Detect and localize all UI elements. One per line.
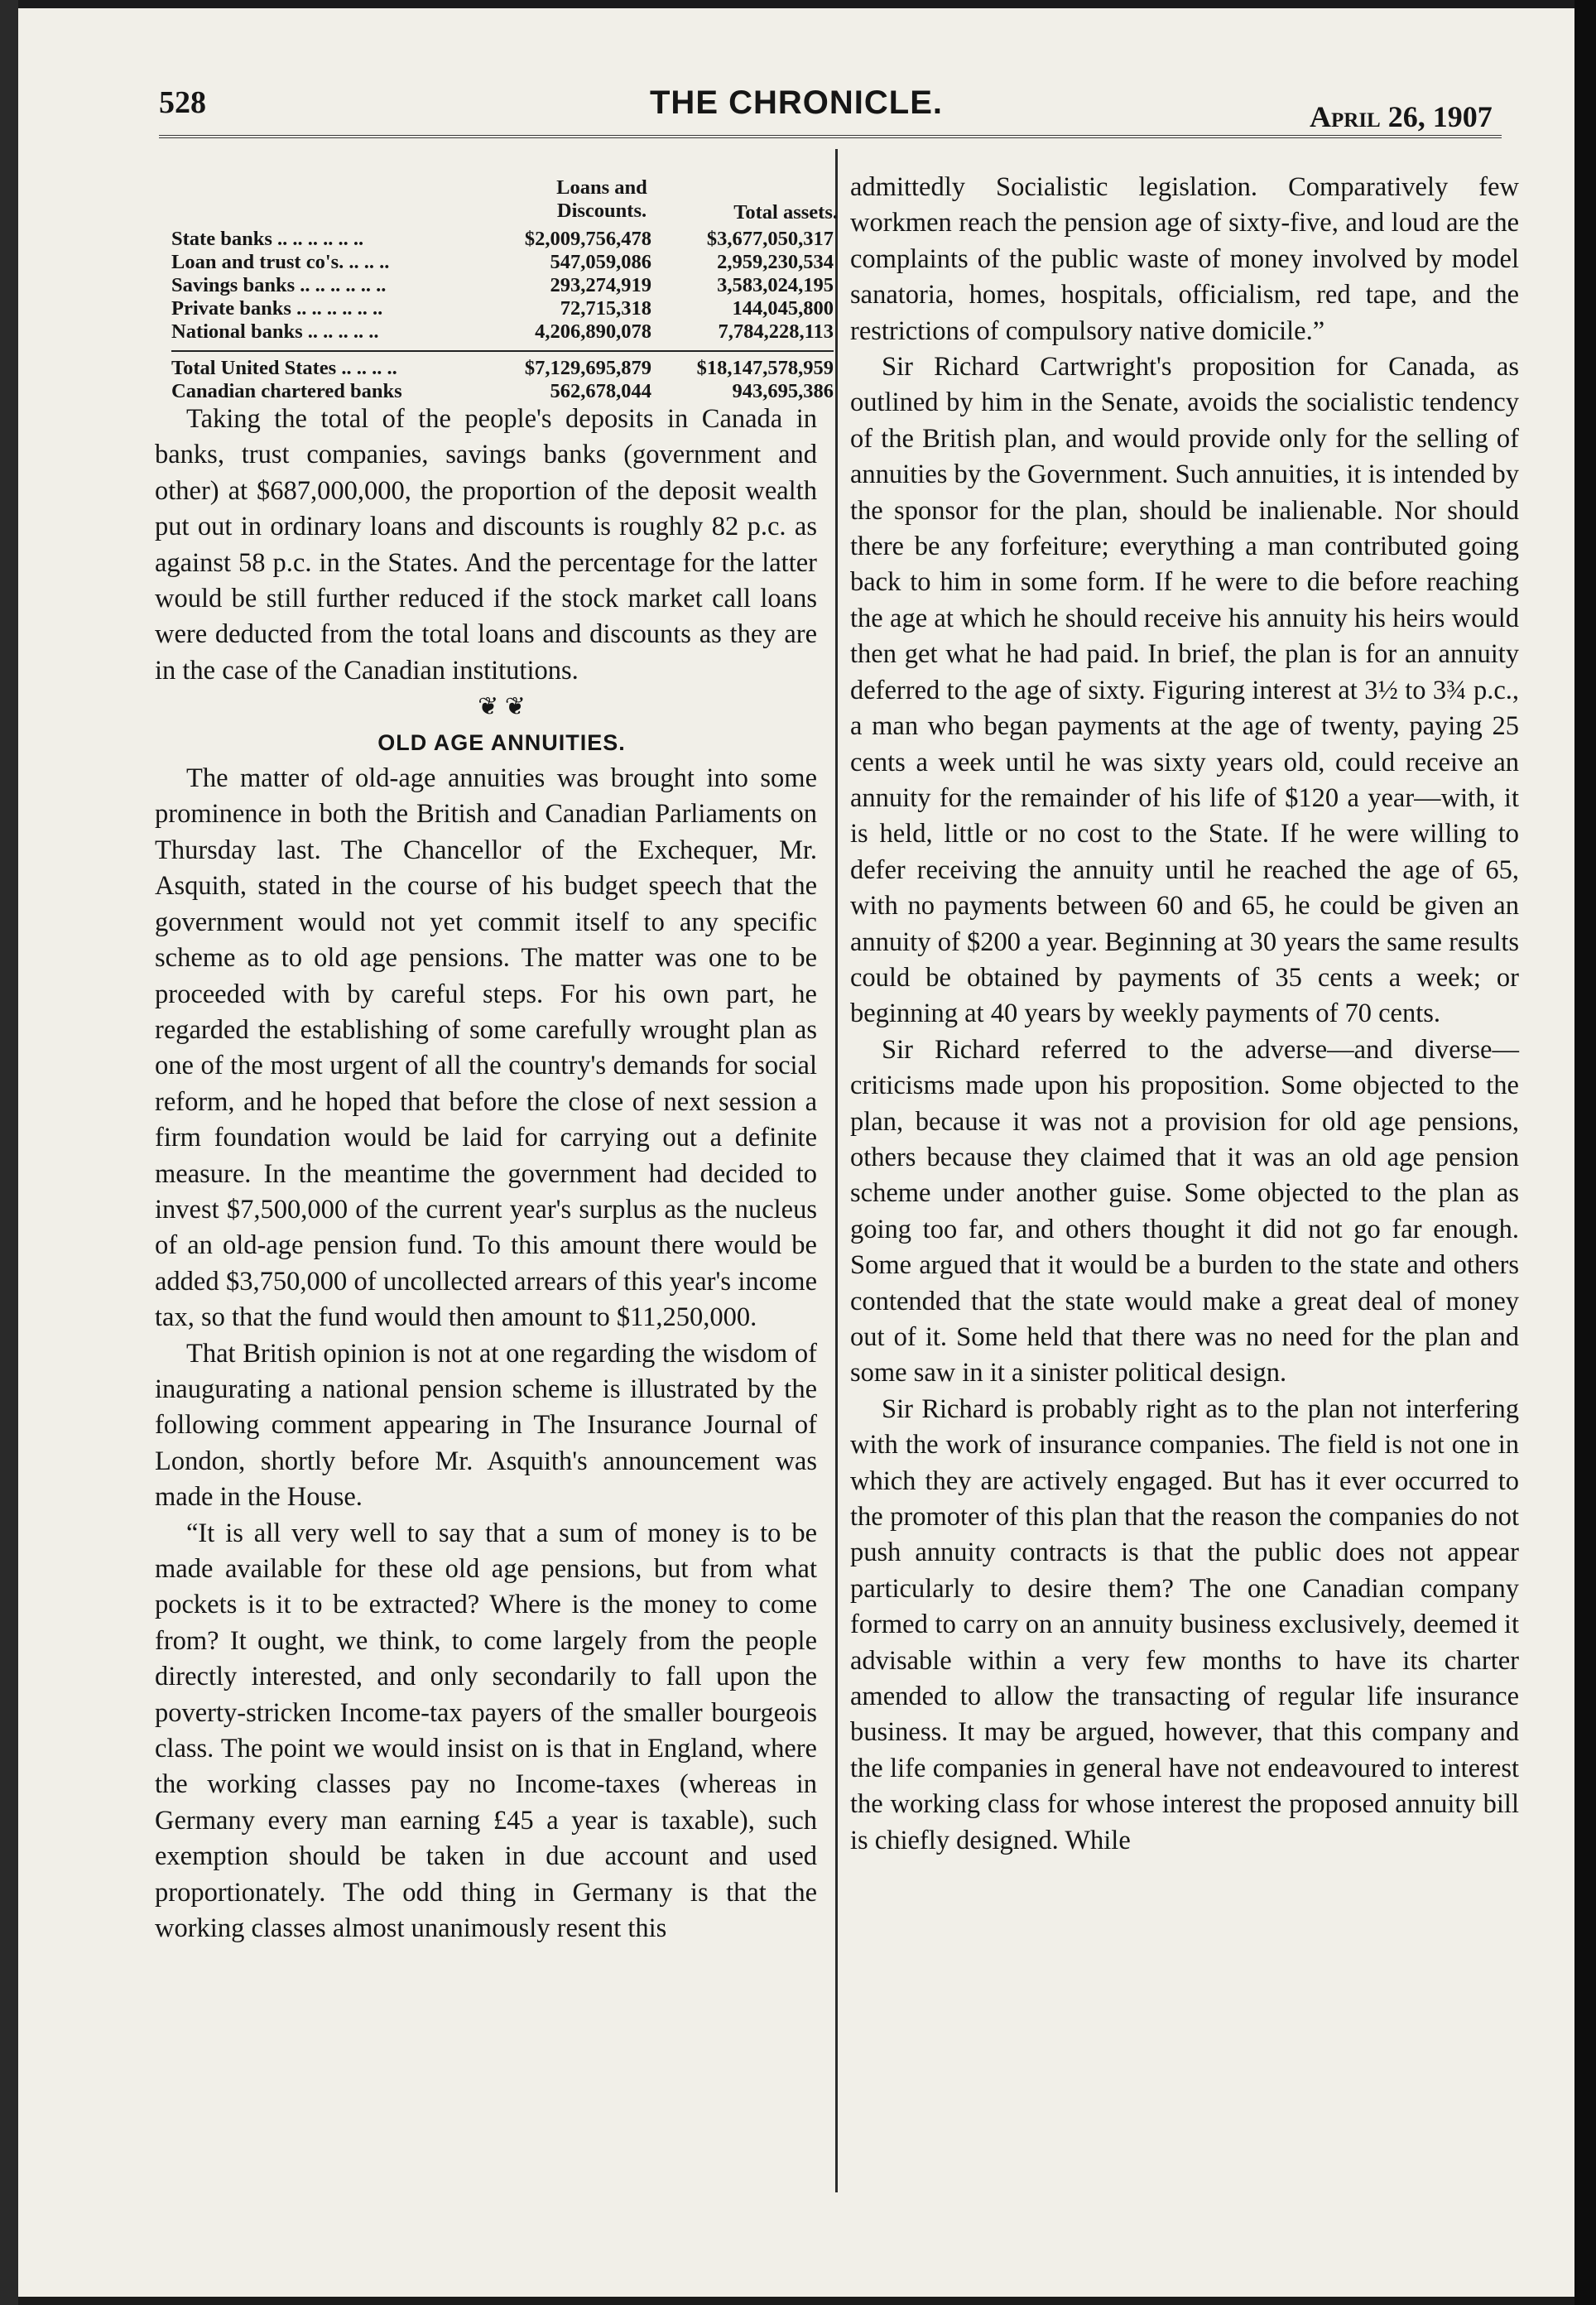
- column-divider: [835, 149, 838, 2192]
- table-row: [171, 228, 834, 251]
- left-column: [155, 402, 817, 1946]
- article-paragraph: The matter of old-age annuities was brought into some prominence in both the British and Canadian Parliaments on Thursday last. The Chancellor of the Exchequer, Mr. Asquith, stated in the course of his budget speech that the government would not yet commit itself to any specific scheme as to old age pensions. The matter was one to be proceeded with by careful steps. For his own part, he regarded the establishing of some carefully wrought plan as one of the most urgent of all the country's demands for social reform, and he hoped that before the close of next session a firm foundation would be laid for carrying out a definite measure. In the meantime the government had decided to invest $7,500,000 of the current year's surplus as the nucleus of an old-age pension fund. To this amount there would be added $3,750,000 of uncollected arrears of this year's income tax, so that the fund would then amount to $11,250,000.: [155, 763, 817, 1333]
- header-rule: [159, 135, 1502, 138]
- ornament-icon: ❦ ❦: [478, 693, 526, 721]
- row-label: State banks .. .. .. .. .. ..: [171, 228, 364, 250]
- table-row: [171, 251, 834, 274]
- loans-value: 293,274,919: [550, 274, 651, 296]
- loans-value: 72,715,318: [560, 297, 651, 320]
- assets-value: 144,045,800: [732, 297, 834, 320]
- assets-value: 2,959,230,534: [717, 251, 834, 273]
- newspaper-page: [18, 8, 1574, 2297]
- article-paragraph: Sir Richard Cartwright's proposition for Canada, as outlined by him in the Senate, avoids the socialistic tendency of the British plan, and would provide only for the selling of annuities by the Government. Such annuities, it is intended by the sponsor for the plan, should be inalienable. Nor should there be any forfeiture; everything a man contributed going back to him in some form. If he were to die before reaching the age at which he should receive his annuity his heirs would then get what he had paid. In brief, the plan is for an annuity deferred to the age of sixty. Figuring interest at 3½ to 3¾ p.c., a man who began payments at the age of twenty, paying 25 cents a week until he was sixty years old, could receive an annuity for the remainder of his life of $120 a year—with, it is held, little or no cost to the State. If he were willing to defer receiving the annuity until he reached the age of 65, with no payments between 60 and 65, he could be given an annuity of $200 a year. Beginning at 30 years the same results could be obtained by payments of 35 cents a week; or beginning at 40 years by weekly payments of 70 cents.: [850, 352, 1519, 1029]
- publication-title: THE CHRONICLE.: [650, 84, 943, 121]
- row-label: Private banks .. .. .. .. .. ..: [171, 297, 383, 320]
- loans-value: $7,129,695,879: [524, 357, 651, 379]
- row-label: National banks .. .. .. .. ..: [171, 320, 379, 343]
- table-row: [171, 297, 834, 320]
- row-label: Savings banks .. .. .. .. .. ..: [171, 274, 387, 296]
- loans-value: 562,678,044: [550, 380, 651, 402]
- article-paragraph: Sir Richard referred to the adverse—and diverse—criticisms made upon his proposition. Some objected to the plan, because it was not a provision for old age pensions, others because they claimed that it was an old age pension scheme under another guise. Some objected to the plan as going too far, and others thought it did not go far enough. Some argued that it would be a burden to the state and others contended that the state would make a great deal of money out of it. Some held that there was no need for the plan and some saw in it a sinister political design.: [850, 1034, 1519, 1388]
- assets-value: 3,583,024,195: [717, 274, 834, 296]
- right-column: [850, 170, 1519, 1859]
- scan-edge-right: [1574, 0, 1596, 2305]
- article-paragraph: That British opinion is not at one regarding the wisdom of inaugurating a national pension scheme is illustrated by the following comment appearing in The Insurance Journal of London, shortly before Mr. Asquith's announcement was made in the House.: [155, 1338, 817, 1513]
- assets-value: 943,695,386: [732, 380, 834, 402]
- assets-value: 7,784,228,113: [718, 320, 834, 343]
- table-row: [171, 320, 834, 344]
- table-rule: [171, 350, 834, 352]
- article-heading: OLD AGE ANNUITIES.: [377, 729, 626, 755]
- table-total-row: [171, 357, 834, 380]
- table-row: [171, 274, 834, 297]
- article-paragraph: Sir Richard is probably right as to the plan not interfering with the work of insurance companies. The field is not one in which they are actively engaged. But has it ever occurred to the promoter of this plan that the reason the companies do not push annuity contracts is that the public does not appear particularly to desire them? The one Canadian company formed to carry on an annuity business exclusively, deemed it advisable within a very few months to have its charter amended to allow the transacting of regular life insurance business. It may be argued, however, that this company and the life companies in general have not endeavoured to interest the working class for whose interest the proposed annuity bill is chiefly designed. While: [850, 1393, 1519, 1855]
- loans-value: 547,059,086: [550, 251, 651, 273]
- row-label: Loan and trust co's. .. .. ..: [171, 251, 390, 273]
- loans-value: 4,206,890,078: [535, 320, 651, 343]
- issue-date: April 26, 1907: [1310, 100, 1493, 133]
- bank-statistics-table: [171, 176, 838, 403]
- quote-continuation: admittedly Socialistic legislation. Comparatively few workmen reach the pension age of sixty-five, and loud are the complaints of the public waste of money involved by model sanatoria, homes, hospitals, officialism, red tape, and the restrictions of compulsory native domicile.”: [850, 172, 1519, 346]
- page-number: 528: [159, 85, 206, 120]
- table-total-row: [171, 380, 834, 403]
- row-label: Canadian chartered banks: [171, 380, 402, 402]
- column-header-assets: Total assets.: [733, 201, 838, 224]
- column-header-loans: Loans and Discounts.: [556, 176, 647, 222]
- assets-value: $3,677,050,317: [706, 228, 834, 250]
- loans-value: $2,009,756,478: [524, 228, 651, 250]
- scan-edge-left: [0, 0, 18, 2305]
- quote-paragraph: “It is all very well to say that a sum of money is to be made available for these old age pensions, but from what pockets is it to be extracted? Where is the money to come from? It ought, we think, to come largely from the people directly interested, and only secondarily to fall upon the poverty-stricken Income-tax payers of the smaller bourgeois class. The point we would insist on is that in England, where the working classes pay no Income-taxes (whereas in Germany every man earning £45 a year is taxable), such exemption should be taken in due account and used proportionately. The odd thing in Germany is that the working classes almost unanimously resent this: [155, 1518, 817, 1944]
- row-label: Total United States .. .. .. ..: [171, 357, 397, 379]
- deposits-paragraph: Taking the total of the people's deposits in Canada in banks, trust companies, savings banks (government and other) at $687,000,000, the proportion of the deposit wealth put out in ordinary loans and discounts is roughly 82 p.c. as against 58 p.c. in the States. And the percentage for the latter would be still further reduced if the stock market call loans were deducted from the total loans and discounts as they are in the case of the Canadian institutions.: [155, 404, 817, 686]
- assets-value: $18,147,578,959: [696, 357, 834, 379]
